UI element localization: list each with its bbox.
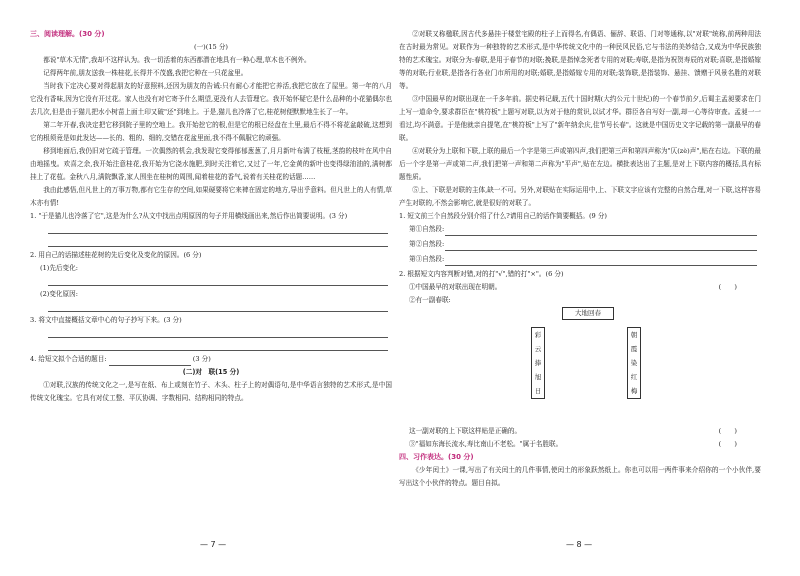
passage-2-para-1: ①对联,汉族的传统文化之一,是写在纸、布上或刻在竹子、木头、柱子上的对偶语句,是中华语言独特的艺术形式,是中国传统文化瑰宝。它具有对仗工整、平仄协调、字数相同、结构相同的特点。	[30, 381, 392, 402]
couplet-char: 捧	[534, 359, 542, 367]
couplet-char: 旭	[534, 373, 542, 381]
couplet-char: 染	[630, 359, 638, 367]
passage-1-para-6: 我由此感悟,但凡世上的万事万物,都有它生存的空间,如果硬要将它来裨在固定的地方,导出乎意料。但凡世上的人有情,草木亦有情!	[30, 186, 392, 207]
couplet-char: 梅	[630, 387, 638, 395]
judge-item-3: ③"福如东海长流水,寿比南山不老松。"属于名胜联。 ( )	[399, 438, 761, 451]
passage-1-para-1: 都说"草木无情",我却不这样认为。我一切活着的东西都潜在地具有一种心理,草木也不例外。	[43, 56, 311, 64]
couplet-char: 朝	[630, 331, 638, 339]
passage-1-para-5: 移到地面后,我仍旧对它疏于管理。一次偶然的机会,我发现它变得郁郁葱葱了,月月新叶布满了枝桠,茎韵的枝叶在风中自由地摇曳。欢喜之余,我开始注意桂花,我开始为它浇水施肥,到时关注着它,又过了一年,它金黄的新叶也变得绿油油的,满树都挂上了花苞。金秋八月,满院飘香,家人围坐在桂树的周围,闻着桂花的香气,说着有关桂花的话题……	[30, 147, 392, 181]
answer-line[interactable]	[445, 240, 757, 251]
couplet-left-scroll	[531, 327, 545, 399]
section-4-text: 《少年闰土》一课,写出了有关闰土的几件事情,使闰土的形象跃然纸上。你也可以用一两件事来介绍你的一个小伙伴,要写出这个小伙伴的特点。题目自拟。	[399, 466, 761, 487]
passage-1-title: (一)(15 分)	[194, 43, 228, 51]
q1-item-2: 第②自然段:	[409, 240, 445, 248]
judge-item-2: ②有一副春联:	[409, 296, 451, 304]
question-r1: 1. 短文前三个自然段分别介绍了什么?请用自己的话作简要概括。(9 分)	[399, 212, 607, 220]
couplet-banner: 大地回春	[562, 307, 614, 320]
couplet-char: 云	[534, 345, 542, 353]
answer-line[interactable]	[445, 225, 757, 236]
couplet-right-scroll	[627, 327, 641, 399]
passage-2-para-3: ③中国最早的对联出现在一千多年前。据史料记载,五代十国时期(大约公元十世纪)的一个春节前夕,后蜀主孟昶要求在门上写一道命令,要求群臣在"桃符板"上题写对联,以为对于他的赏识,以试才华。群臣各自写好一副,却一心等待审查。孟昶一一看过,均不满意。于是他就亲自提笔,在"桃符板"上写了"新年纳余庆,佳节号长春"。这就是中国历史文字记载的第一副最早的春联。	[399, 95, 761, 142]
judge-item-2-cont: 这一副对联的上下联这样贴是正确的。 ( )	[399, 425, 761, 438]
answer-parentheses[interactable]: ( )	[718, 283, 737, 291]
passage-2-para-5: ⑤上、下联是对联的主体,缺一不可。另外,对联贴在实际运用中,上、下联文字应该有完整的自然合理,对一下联,这样容易产生对联的,不然会影响它,就是很好的对联了。	[399, 186, 761, 207]
q1-item-1: 第①自然段:	[409, 225, 445, 233]
title-answer-line[interactable]	[109, 357, 191, 366]
question-2-part-a: (1)先后变化:	[40, 264, 78, 272]
passage-2-title: (二)对 联(15 分)	[182, 368, 240, 376]
passage-2-para-2: ②对联又称楹联,因古代多悬挂于楼堂宅殿的柱子上而得名,有偶语、俪辞、联语、门对等通称,以"对联"统称,前两种用法在古时最为常见。对联作为一种独特的艺术形式,是中华传统文化中的一种民风民俗,它与书法的美妙结合,又成为中华民族独特的艺术瑰宝。对联分为:春联,是用于春节的对联;挽联,是指悼念死者专用的对联;寿联,是指为祝贺寿辰的对联;喜联,是指婚嫁等的对联;行业联,是指各行各业门市所用的对联;婚联,是指婚嫁专用的对联;装饰联,是指装饰、悬挂、馈赠于风景名胜的对联等。	[399, 30, 761, 90]
question-4	[30, 353, 392, 366]
couplet-char: 日	[534, 387, 542, 395]
answer-line[interactable]	[48, 236, 388, 247]
question-4-prefix: 4. 给短文拟个合适的题目:	[30, 355, 107, 363]
question-r2: 2. 根据短文内容判断对错,对的打"√",错的打"×"。(6 分)	[399, 270, 564, 278]
answer-line[interactable]	[48, 301, 388, 312]
answer-line[interactable]	[48, 275, 388, 286]
question-1: 1. "于是猫儿也冷落了它",这是为什么?从文中找出点明原因的句子并用横线画出来,然后作出简要说明。(3 分)	[30, 212, 348, 220]
judge-item-1: ①中国最早的对联出现在明朝。 ( )	[399, 281, 761, 294]
question-2-part-b: (2)变化原因:	[40, 290, 78, 298]
section-3-title: 三、阅读理解。(30 分)	[30, 30, 105, 38]
section-4-title: 四、习作表达。(30 分)	[399, 453, 474, 461]
page-number-right: — 8 —	[566, 540, 593, 549]
answer-line[interactable]	[48, 223, 388, 234]
answer-line[interactable]	[48, 327, 388, 338]
q1-item-3: 第③自然段:	[409, 255, 445, 263]
answer-parentheses[interactable]: ( )	[718, 440, 737, 448]
question-3: 3. 将文中直接概括文章中心的句子抄写下来。(3 分)	[30, 316, 182, 324]
couplet-char: 彩	[534, 331, 542, 339]
passage-2-para-4: ④对联分为上联和下联,上联的最后一个字是第三声或第四声,我们把第三声和第四声称为"仄(zè)声",贴在右边。下联的最后一个字是第一声或第二声,我们把第一声和第二声称为"平声",贴在左边。横批表达出了主题,是对上下联内容的概括,具有标题性质。	[399, 147, 761, 181]
couplet-left-text	[532, 328, 544, 398]
left-page	[30, 28, 392, 405]
couplet-right-text	[628, 328, 640, 398]
couplet-char: 霞	[630, 345, 638, 353]
answer-line[interactable]	[445, 255, 757, 266]
couplet-char: 红	[630, 373, 638, 381]
page-number-left: — 7 —	[200, 540, 227, 549]
answer-parentheses[interactable]: ( )	[718, 427, 737, 435]
passage-1-para-3: 当时我下定决心要对得起朋友的好意照料,还因为朋友的告诫:只有耐心才能把它养活,我把它放在了屋里。第一年的八月它没有香味,因为它没有开过花。家人也没有对它寄予什么期望,更没有人去管理它。我开始怀疑它是什么品种的小花猫偶尔也去几次,但是由于猫儿把水小树苗上面土印又破"还"到地上。于是,猫儿也冷落了它,桂花树便默默地生长了一年。	[30, 82, 392, 116]
passage-1-para-2: 记得两年前,朋友送我一株桂花,长得并不茂盛,我把它种在一只花盆里。	[43, 69, 248, 77]
question-4-suffix: (3 分)	[192, 355, 211, 363]
question-2: 2. 用自己的话描述桂花树的先后变化及变化的原因。(6 分)	[30, 251, 202, 259]
right-page	[399, 28, 761, 490]
answer-line[interactable]	[48, 340, 388, 351]
spring-couplet	[399, 307, 761, 425]
passage-1-para-4: 第二年开春,我决定把它移到院子里的空地上。我开始挖它的根,但是它的根已经盘在土里,最后不得不将花盆敲破,这想到它的根须竟是如此发达——长的、粗的、细的,交错在花盆里面,我不得不佩服它的顽强。	[30, 121, 392, 142]
